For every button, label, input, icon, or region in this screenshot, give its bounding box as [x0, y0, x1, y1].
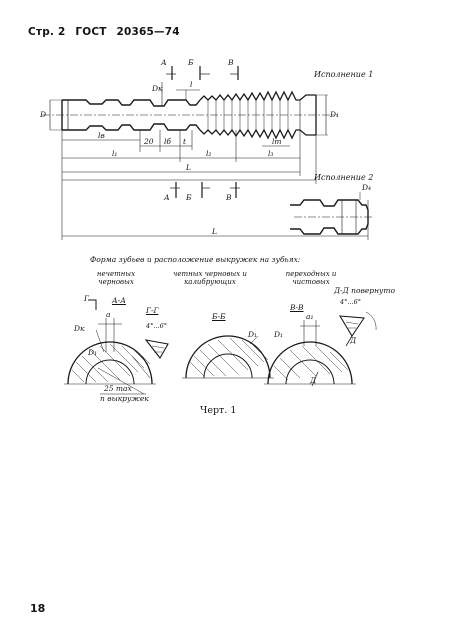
figure-label: Черт. 1	[200, 405, 237, 416]
dim-l2: l₂	[206, 149, 212, 158]
dim-a1: a₁	[306, 312, 314, 321]
header-page: Стр. 2	[28, 26, 66, 38]
section-AA-title: А-А	[112, 296, 126, 305]
section-GG-title: Г-Г	[146, 306, 159, 315]
mark-G: Г	[84, 294, 89, 303]
group-3-label: переходных и чистовых	[285, 270, 337, 286]
dim-D1-section-a: D₁	[88, 348, 98, 357]
dim-l-b: lб	[164, 137, 171, 146]
broach-view-1	[42, 82, 338, 138]
dim-L-top: L	[186, 163, 191, 172]
dim-D1: D₁	[330, 110, 340, 119]
header-number: 20365—74	[116, 26, 180, 38]
length-dimensions	[62, 130, 368, 240]
section-mark-B-bot: Б	[186, 193, 192, 202]
section-mark-V-bot: В	[226, 193, 232, 202]
section-mark-B-top: Б	[188, 58, 194, 67]
dim-Dk-section: Dк	[74, 324, 85, 333]
dim-D: D	[40, 110, 47, 119]
section-VV	[264, 312, 376, 386]
dim-D4: D₄	[362, 183, 372, 192]
dim-t: t	[183, 137, 187, 146]
teeth-caption: Форма зубьев и расположение выкружек на зубьях:	[90, 255, 301, 264]
dim-D1-section-b: D₁	[248, 330, 258, 339]
variant-2-label: Исполнение 2	[314, 173, 374, 182]
header-standard: ГОСТ	[75, 26, 107, 38]
angle-1: 4°...6°	[146, 322, 167, 330]
group-2-label: четных черновых и калибрующих	[173, 270, 247, 286]
section-mark-V-top: В	[228, 58, 234, 67]
section-mark-A-top: А	[161, 58, 167, 67]
dim-a: a	[106, 310, 111, 319]
dim-D1-section-c: D₁	[274, 330, 284, 339]
group-1-label: нечетных черновых	[96, 270, 136, 286]
dim-Dk: Dк	[152, 84, 163, 93]
section-BB	[182, 336, 274, 378]
variant-1-label: Исполнение 1	[314, 70, 374, 79]
dim-l: l	[190, 80, 193, 89]
page-number: 18	[30, 602, 46, 615]
mark-D-1: Д	[350, 336, 357, 345]
mark-D-2: Д	[310, 376, 317, 385]
section-DD-title: Д-Д повернуто	[334, 286, 395, 295]
dim-l-t: lт	[272, 137, 282, 146]
section-VV-title: В-В	[290, 303, 304, 312]
dim-l-v: lв	[98, 131, 105, 140]
broach-view-2	[290, 192, 372, 234]
dim-l1: l₁	[112, 149, 118, 158]
section-mark-A-bot: А	[164, 193, 170, 202]
note-grooves: п выкружек	[100, 394, 149, 403]
section-BB-title: Б-Б	[212, 312, 226, 321]
angle-2: 4°...6°	[340, 298, 361, 306]
dim-l3: l₃	[268, 149, 274, 158]
dim-L-bottom: L	[212, 227, 217, 236]
dim-20: 20	[144, 137, 154, 146]
note-25max: 25 max	[104, 384, 132, 393]
section-marks-top	[166, 66, 238, 80]
